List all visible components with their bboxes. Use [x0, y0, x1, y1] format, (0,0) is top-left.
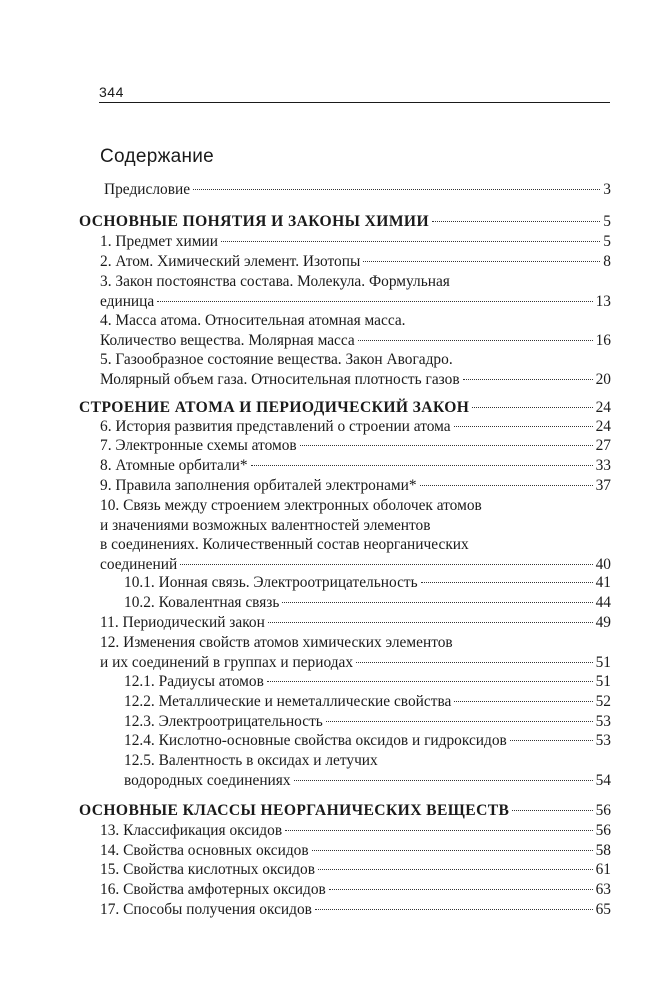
toc-entry-title: 9. Правила заполнения орбиталей электронами*: [100, 477, 417, 494]
page-number: 344: [99, 84, 124, 100]
toc-page-number: 16: [595, 331, 611, 349]
toc-entry-title: 2. Атом. Химический элемент. Изотопы: [100, 253, 361, 270]
toc-entry: [100, 860, 611, 880]
dot-leader: [180, 564, 592, 565]
toc-entry: [100, 232, 611, 252]
toc-page-number: 20: [595, 370, 611, 388]
toc-entry: [100, 476, 611, 496]
toc-entry-title: 17. Способы получения оксидов: [100, 901, 312, 918]
toc-page-number: 53: [595, 732, 611, 749]
toc-page-number: 49: [595, 614, 611, 631]
toc-entry-title: 16. Свойства амфотерных оксидов: [100, 881, 326, 898]
toc-page-number: 56: [595, 822, 611, 839]
dot-leader: [312, 850, 593, 851]
toc-page-number: 24: [595, 399, 611, 416]
dot-leader: [358, 340, 593, 341]
toc-entry-title: водородных соединениях: [124, 771, 291, 789]
toc-entry-title: 6. История развития представлений о строении атома: [100, 418, 451, 435]
dot-leader: [432, 221, 600, 222]
toc-entry-title: 8. Атомные орбитали*: [100, 457, 248, 474]
toc-entry-line: и значениями возможных валентностей элементов: [100, 516, 431, 534]
toc-page-number: 51: [595, 653, 611, 671]
toc-entry-title: 11. Периодический закон: [100, 614, 265, 631]
toc-entry-title: и их соединений в группах и периодах: [100, 653, 354, 671]
toc-entry: [124, 731, 611, 751]
toc-entry: [100, 417, 611, 437]
toc-entry-title: 14. Свойства основных оксидов: [100, 842, 309, 859]
toc-entry-title: СТРОЕНИЕ АТОМА И ПЕРИОДИЧЕСКИЙ ЗАКОН: [79, 399, 470, 416]
dot-leader: [282, 602, 592, 603]
toc-entry: [100, 350, 611, 389]
dot-leader: [421, 582, 593, 583]
toc-entry: [124, 573, 611, 593]
dot-leader: [268, 622, 593, 623]
toc-entry: [100, 633, 611, 672]
toc-entry-title: 12.1. Радиусы атомов: [124, 673, 264, 690]
toc-entry-title: Предисловие: [104, 181, 191, 198]
dot-leader: [318, 869, 593, 870]
toc-entry: [100, 272, 611, 311]
toc-page-number: 3: [603, 181, 611, 198]
dot-leader: [463, 379, 593, 380]
toc-page-number: 58: [595, 842, 611, 859]
dot-leader: [363, 261, 600, 262]
toc-page-number: 51: [595, 673, 611, 690]
toc-entry-title: 7. Электронные схемы атомов: [100, 437, 297, 454]
toc-section-heading: [79, 398, 611, 418]
toc-entry-title: 15. Свойства кислотных оксидов: [100, 861, 315, 878]
toc-entry-title: 10.1. Ионная связь. Электроотрицательность: [124, 574, 418, 591]
dot-leader: [251, 465, 593, 466]
toc-entry-title: единица: [100, 292, 155, 310]
toc-page-number: 65: [595, 901, 611, 918]
toc-page-number: 27: [595, 437, 611, 454]
toc-entry: [124, 593, 611, 613]
toc-entry-title: 13. Классификация оксидов: [100, 822, 283, 839]
toc-page-number: 63: [595, 881, 611, 898]
toc-entry-title: 12.2. Металлические и неметаллические свойства: [124, 693, 452, 710]
toc-entry-line: в соединениях. Количественный состав неорганических: [100, 536, 469, 554]
toc-entry: [100, 311, 611, 350]
toc-entry: [100, 613, 611, 633]
dot-leader: [472, 407, 592, 408]
dot-leader: [300, 445, 593, 446]
toc-entry: [124, 712, 611, 732]
toc-page-number: 54: [595, 771, 611, 789]
toc-page-number: 56: [595, 802, 611, 819]
toc-page-number: 8: [603, 253, 611, 270]
dot-leader: [285, 830, 593, 831]
toc-entry: [100, 496, 611, 574]
dot-leader: [326, 721, 593, 722]
toc-section-heading: [79, 212, 611, 232]
toc-entry: [100, 252, 611, 272]
dot-leader: [510, 740, 593, 741]
toc-entry-title: ОСНОВНЫЕ ПОНЯТИЯ И ЗАКОНЫ ХИМИИ: [79, 213, 429, 230]
dot-leader: [294, 780, 593, 781]
toc-entry: [124, 751, 611, 790]
dot-leader: [157, 301, 592, 302]
toc-title: Содержание: [100, 146, 215, 167]
toc-entry: [100, 436, 611, 456]
toc-page-number: 41: [595, 574, 611, 591]
header-rule: [99, 102, 610, 103]
dot-leader: [315, 909, 593, 910]
toc-entry-title: 12.4. Кислотно-основные свойства оксидов и гидроксидов: [124, 732, 507, 749]
toc-entry-title: Количество вещества. Молярная масса: [100, 331, 355, 349]
toc-entry-line: 12.5. Валентность в оксидах и летучих: [124, 752, 378, 769]
toc-section-heading: [79, 801, 611, 821]
toc-entry-line: 4. Масса атома. Относительная атомная масса.: [100, 312, 406, 329]
dot-leader: [356, 662, 593, 663]
toc-entry: [100, 880, 611, 900]
dot-leader: [454, 426, 593, 427]
toc-page-number: 33: [595, 457, 611, 474]
toc-entry-line: 12. Изменения свойств атомов химических элементов: [100, 634, 453, 651]
toc-entry-line: 3. Закон постоянства состава. Молекула. Формульная: [100, 273, 450, 290]
toc-entry: [104, 180, 611, 200]
toc-entry-title: 10.2. Ковалентная связь: [124, 594, 280, 611]
toc-entry: [100, 821, 611, 841]
toc-page-number: 24: [595, 418, 611, 435]
toc-entry: [100, 841, 611, 861]
toc-entry: [100, 900, 611, 920]
toc-entry: [100, 456, 611, 476]
dot-leader: [267, 681, 593, 682]
toc-page-number: 5: [603, 213, 611, 230]
toc-page-number: 61: [595, 861, 611, 878]
dot-leader: [221, 241, 600, 242]
dot-leader: [329, 889, 593, 890]
toc-page-number: 37: [595, 477, 611, 494]
toc-page-number: 13: [595, 292, 611, 310]
dot-leader: [454, 701, 592, 702]
toc-entry-title: ОСНОВНЫЕ КЛАССЫ НЕОРГАНИЧЕСКИХ ВЕЩЕСТВ: [79, 802, 510, 819]
dot-leader: [193, 189, 600, 190]
toc-page-number: 52: [595, 693, 611, 710]
toc-entry-line: 10. Связь между строением электронных оболочек атомов: [100, 497, 482, 514]
toc-entry: [124, 672, 611, 692]
toc-entry-title: соединений: [100, 555, 178, 573]
toc-entry-title: Молярный объем газа. Относительная плотность газов: [100, 370, 460, 388]
dot-leader: [512, 810, 592, 811]
dot-leader: [420, 485, 593, 486]
toc-page-number: 53: [595, 713, 611, 730]
toc-entry-line: 5. Газообразное состояние вещества. Закон Авогадро.: [100, 351, 453, 368]
toc-page-number: 5: [603, 233, 611, 250]
toc-entry-title: 1. Предмет химии: [100, 233, 218, 250]
toc-entry-title: 12.3. Электроотрицательность: [124, 713, 323, 730]
toc-page-number: 40: [595, 555, 611, 573]
toc-entry: [124, 692, 611, 712]
toc-page-number: 44: [595, 594, 611, 611]
